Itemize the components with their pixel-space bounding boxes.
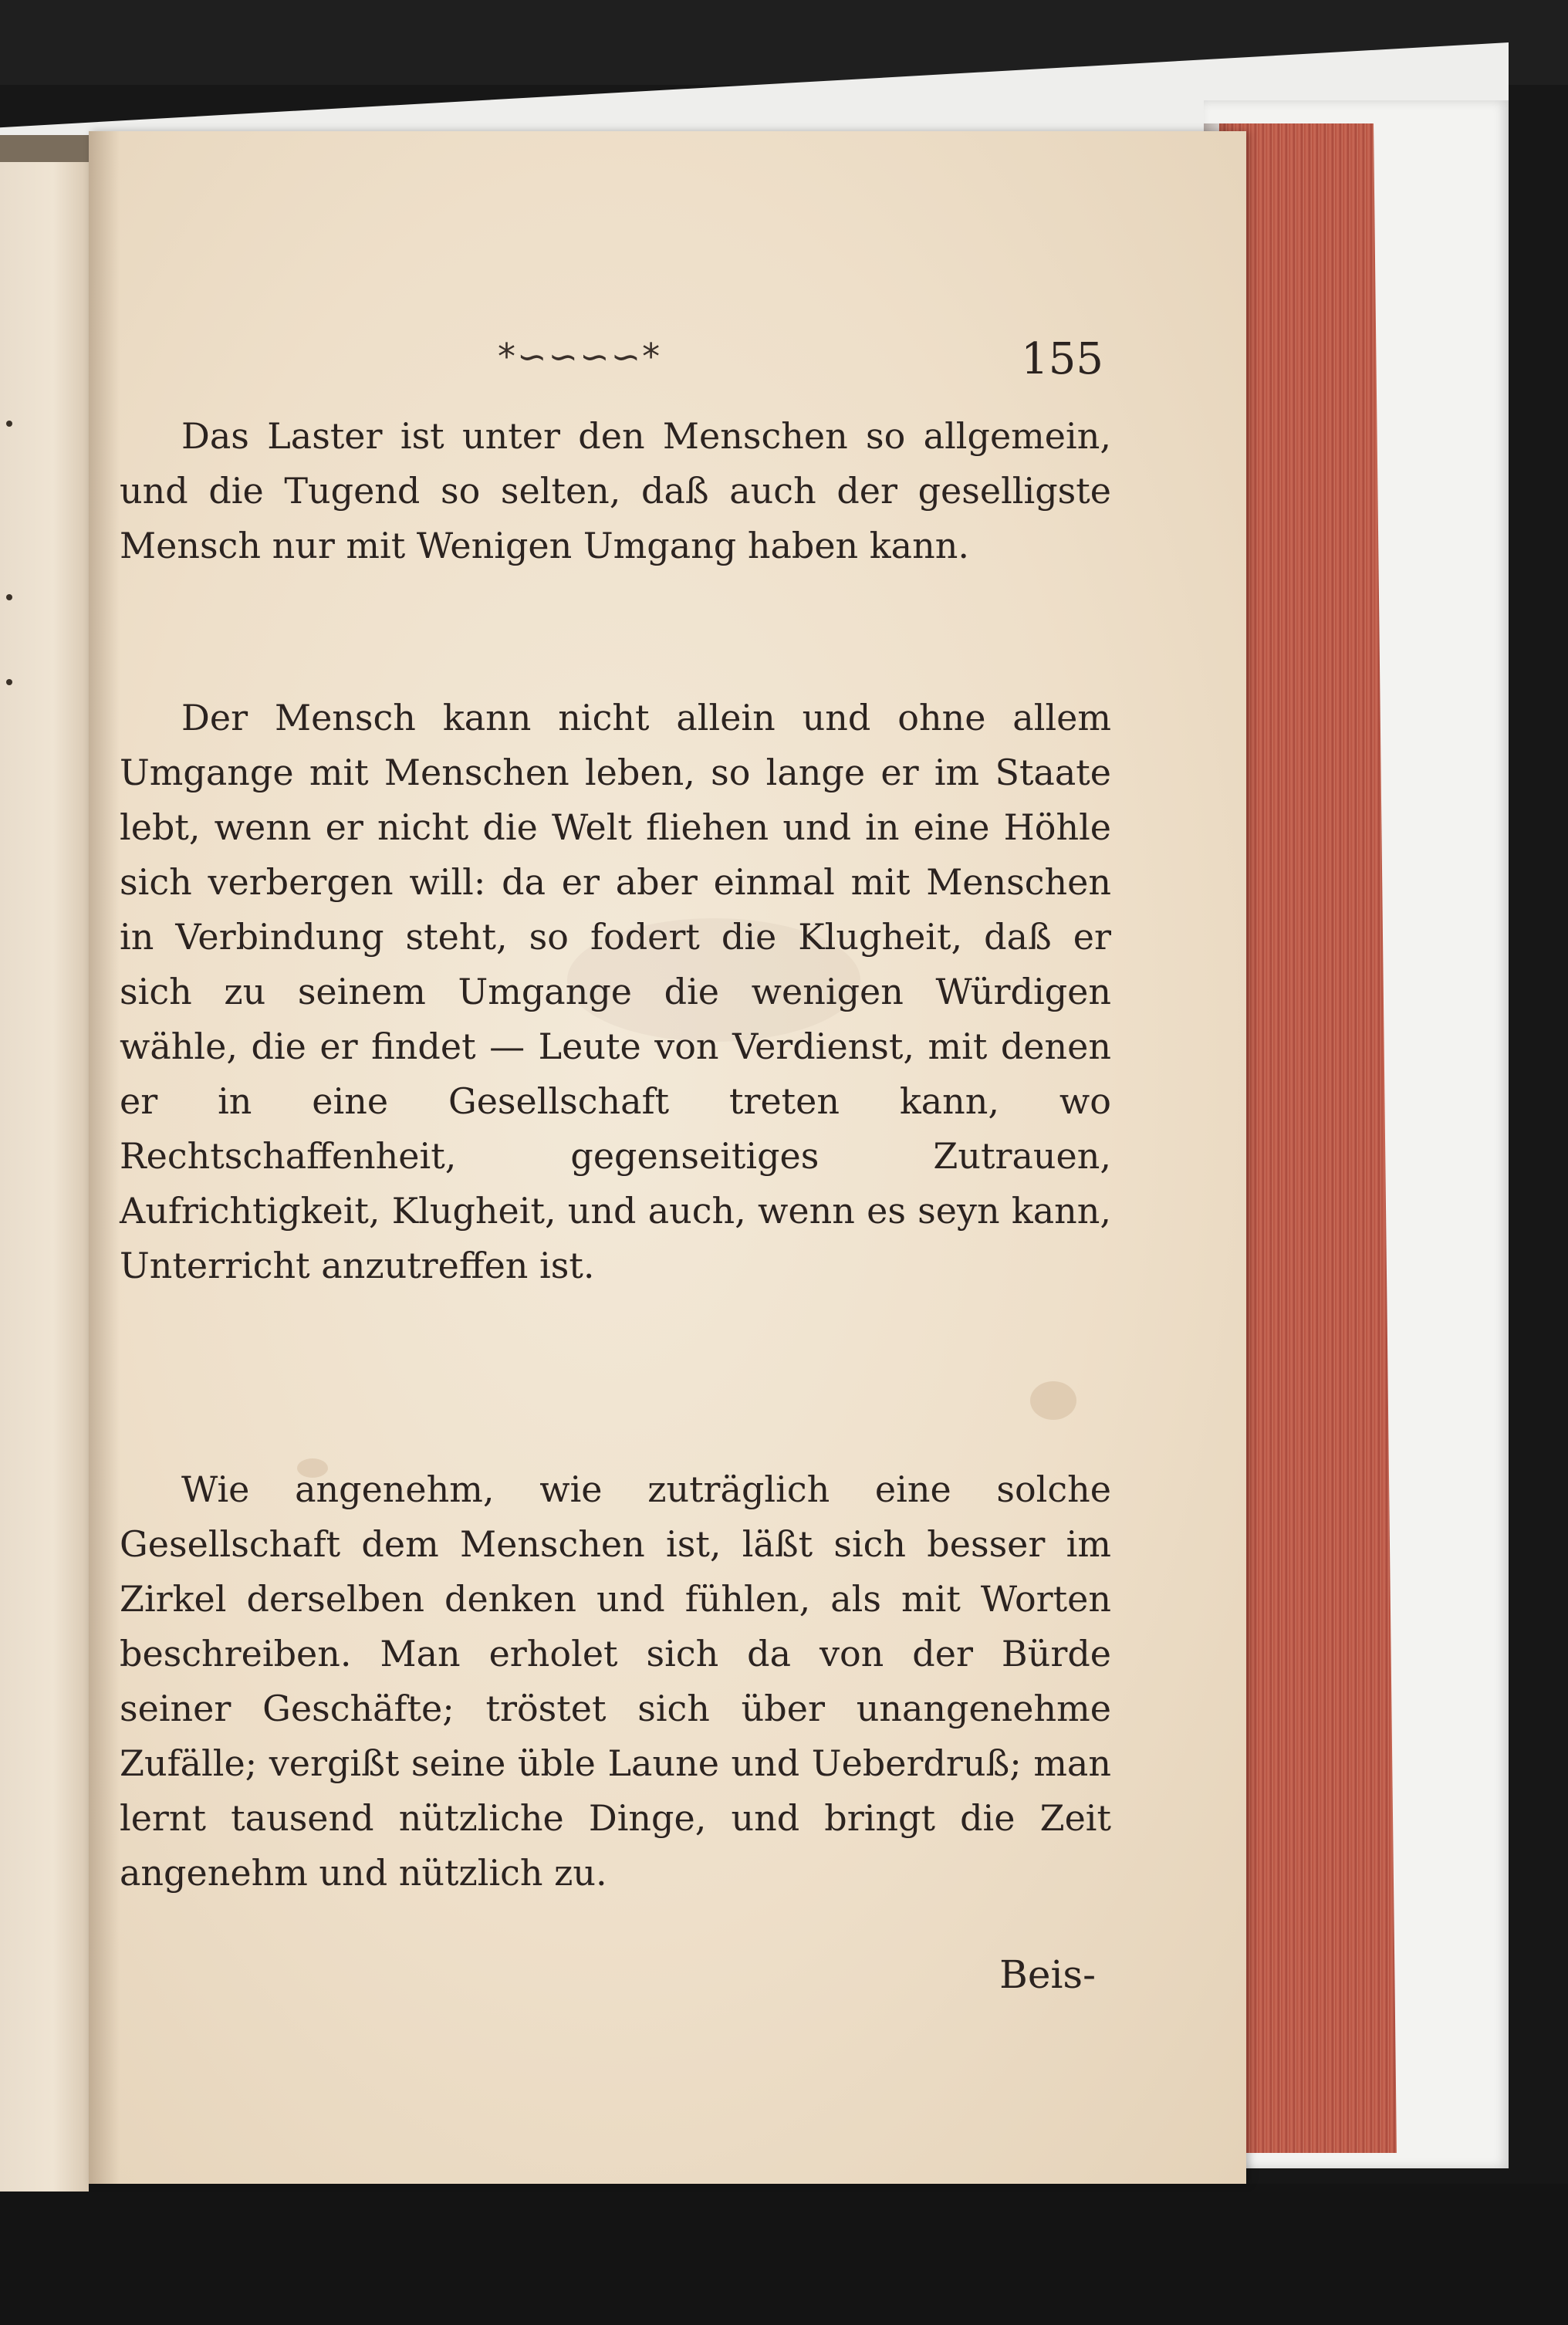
page-gutter: [89, 131, 120, 2184]
ink-dot: [6, 421, 12, 427]
paragraph-2: Der Mensch kann nicht allein und ohne allem Umgange mit Menschen leben, so lange er im Staate lebt, wenn er nicht die Welt fliehen und in eine Höhle sich verbergen will: da er aber einmal mit Menschen in Verbindung steht, so fodert die Klugheit, daß er sich zu seinem Umgange die wenigen Würdigen wähle, die er findet — Leute von Verdienst, mit denen er in eine Gesellschaft treten kann, wo Rechtschaffenheit, gegenseitiges Zutrauen, Aufrichtigkeit, Klugheit, und auch, wenn es seyn kann, Unterricht anzutreffen ist.: [120, 697, 1111, 1286]
paragraph-1: Das Laster ist unter den Menschen so allgemein, und die Tugend so selten, daß auch der geselligste Mensch nur mit Wenigen Umgang haben kann.: [120, 415, 1111, 566]
backdrop-bottom: [0, 2184, 1568, 2325]
catchword: Beis-: [999, 1952, 1096, 1997]
header-ornament: *∽∽∽∽*: [498, 336, 662, 377]
page-header: [120, 320, 1111, 390]
page-number: 155: [1021, 334, 1103, 384]
left-page: [0, 162, 89, 2192]
paragraph-3: Wie angenehm, wie zuträglich eine solche Gesellschaft dem Menschen ist, läßt sich besser im Zirkel derselben denken und fühlen, als mit Worten beschreiben. Man erholet sich da von der Bürde seiner Geschäfte; tröstet sich über unangenehme Zufälle; vergißt seine üble Laune und Ueberdruß; man lernt tausend nützliche Dinge, und bringt die Zeit angenehm und nützlich zu.: [120, 1468, 1111, 1894]
ink-dot: [6, 679, 12, 685]
page-text-block: [120, 320, 1111, 2018]
ink-dot: [6, 594, 12, 600]
